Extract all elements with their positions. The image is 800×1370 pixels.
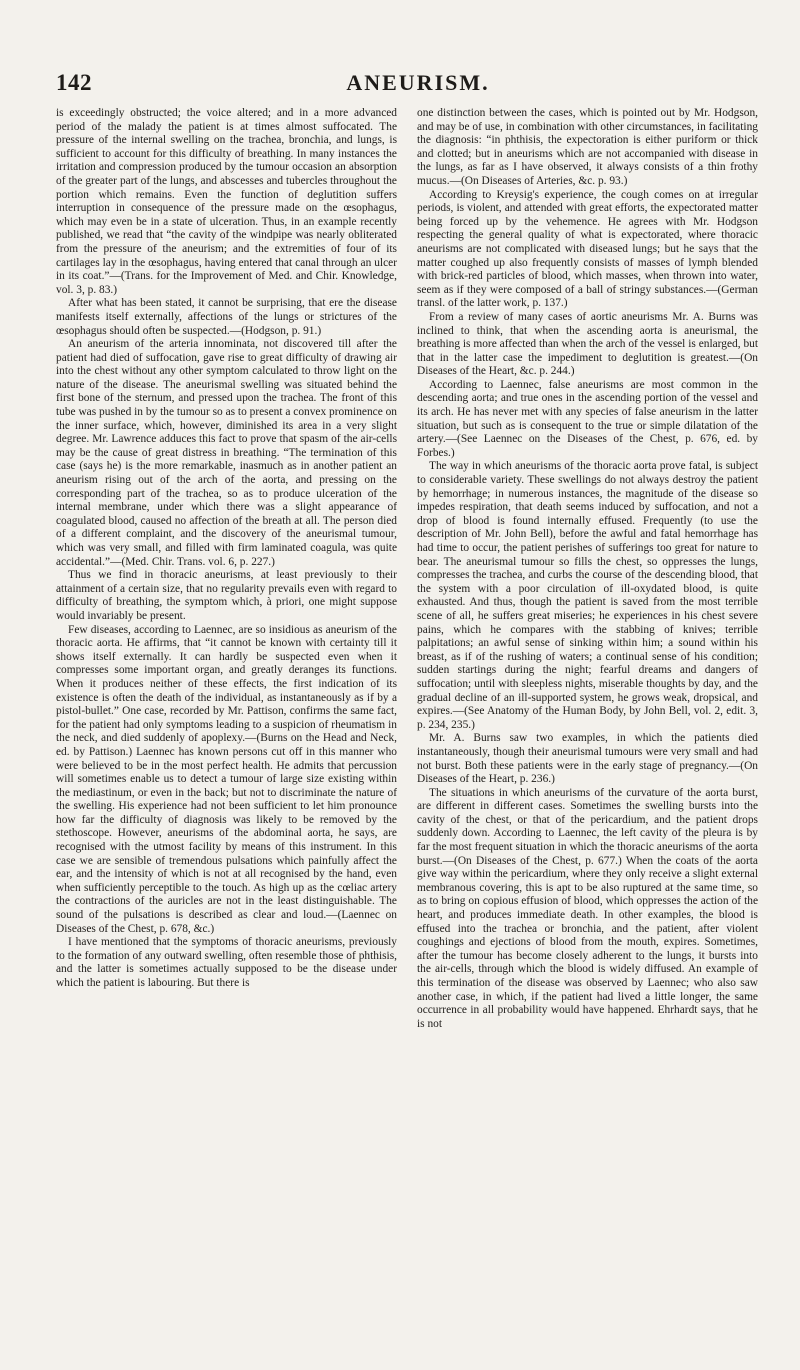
paragraph: From a review of many cases of aortic aneurisms Mr. A. Burns was inclined to think, that when the ascending aorta is aneurismal, the breathing is more affected than when the arch of the vessel is enlarged, but that in the latter case the impediment to deglutition is greatest.—(On Diseases of the Heart, &c. p. 244.) [417, 310, 758, 378]
paragraph: An aneurism of the arteria innominata, not discovered till after the patient had died of suffocation, gave rise to great difficulty of drawing air into the chest without any other symptom calculated to throw light on the nature of the disease. The aneurismal swelling was situated behind the first bone of the sternum, and pressed upon the trachea. The front of this tube was pushed in by the tumour so as to present a convex prominence on the inner surface, which, however, diminished its area in a very slight degree. Mr. Lawrence adduces this fact to prove that spasm of the air-cells may be the cause of great distress in breathing. “The termination of this case (says he) is the more remarkable, inasmuch as in another patient an aneurism rising out of the arch of the aorta, and pressing on the corresponding part of the trachea, so as to produce ulceration of the internal membrane, under which there was a slight appearance of coagulated blood, caused no affection of the breath at all. The person died of a different complaint, and the discovery of the aneurismal tumour, which was very small, and filled with firm laminated coagula, was quite accidental.”—(Med. Chir. Trans. vol. 6, p. 227.) [56, 338, 397, 568]
paragraph: Thus we find in thoracic aneurisms, at least previously to their attainment of a certain size, that no regularity prevails even with regard to difficulty of breathing, the symptom which, à priori, one might suppose would invariably be present. [56, 569, 397, 622]
paragraph: According to Kreysig's experience, the cough comes on at irregular periods, is violent, and attended with great efforts, the expectorated matter being forced up by the vehemence. He agrees with Mr. Hodgson respecting the general quality of what is expectorated, where thoracic aneurisms are not complicated with diseased lungs; but he says that the matter coughed up also frequently consists of masses of lymph blended with brick-red particles of blood, which masses, when thrown into water, seem as if they were composed of a ball of stringy substances.—(German transl. of the latter work, p. 137.) [417, 188, 758, 310]
page-header [56, 68, 780, 98]
paragraph: According to Laennec, false aneurisms are most common in the descending aorta; and true ones in the ascending portion of the vessel and its arch. He has never met with any species of false aneurism in the latter situation, but such as is consequent to the true or simple dilatation of the artery.—(See Laennec on the Diseases of the Chest, p. 676, ed. by Forbes.) [417, 378, 758, 459]
paragraph: Few diseases, according to Laennec, are so insidious as aneurism of the thoracic aorta. He affirms, that “it cannot be known with certainty till it shows itself externally. It can hardly be suspected even when it compresses some important organ, and greatly deranges its functions. When it produces neither of these effects, the first indication of its existence is often the death of the individual, as instantaneously as if by a pistol-bullet.” One case, recorded by Mr. Pattison, confirms the same fact, for the patient had only symptoms leading to a suspicion of rheumatism in the neck, and died suddenly of apoplexy.—(Burns on the Head and Neck, ed. by Pattison.) Laennec has known persons cut off in this manner who were believed to be in the most perfect health. He admits that percussion will sometimes enable us to detect a tumour of large size existing within the mediastinum, or even in the back; but not to discriminate the nature of the swelling. His experience had not been sufficient to let him pronounce how far the difficulty of diagnosis was likely to be removed by the stethoscope. However, aneurisms of the abdominal aorta, he says, are recognised with the utmost facility by means of this instrument. In this case we are sensible of tremendous pulsations which painfully affect the ear, and the intensity of which is not at all recognised by the hand, even when sufficiently perceptible to the touch. As high up as the cœliac artery the contractions of the auricles are not in the least distinguishable. The sound of the pulsations is described as clear and loud.—(Laennec on Diseases of the Chest, p. 678, &c.) [56, 623, 397, 935]
running-head: ANEURISM. [346, 70, 490, 95]
paragraph: After what has been stated, it cannot be surprising, that ere the disease manifests itself externally, affections of the lungs or strictures of the œsophagus should often be suspected.—(Hodgson, p. 91.) [56, 297, 397, 337]
paragraph: The way in which aneurisms of the thoracic aorta prove fatal, is subject to considerable variety. These swellings do not always destroy the patient by hemorrhage; in numerous instances, the magnitude of the disease so impedes respiration, that death seems induced by suffocation, and not a drop of blood is found internally effused. Frequently (to use the description of Mr. John Bell), before the awful and fatal hemorrhage has had time to occur, the patient perishes of sufferings too great for nature to bear. The aneurismal tumour so fills the chest, so oppresses the lungs, compresses the trachea, and curbs the course of the descending blood, that the system with a poor circulation of ill-oxydated blood, is quite exhausted. And thus, though the patient is saved from the most terrible scene of all, he suffers great miseries; he experiences in his chest severe pains, which he compares with the stabbing of knives; terrible palpitations; an awful sense of sinking within him; a sound within his breast, as if of the rushing of waters; a continual sense of his condition; sudden startings during the night; fearful dreams and dangers of suffocation; until with sleepless nights, miserable thoughts by day, and the gradual decline of an ill-supported system, he grows weak, dropsical, and expires.—(See Anatomy of the Human Body, by John Bell, vol. 2, edit. 3, p. 234, 235.) [417, 460, 758, 731]
left-text-column [56, 107, 397, 1352]
paragraph: The situations in which aneurisms of the curvature of the aorta burst, are different in different cases. Sometimes the swelling bursts into the cavity of the chest, or that of the pericardium, and the patient drops suddenly down. According to Laennec, the left cavity of the pleura is by far the most frequent situation in which the thoracic aneurisms of the aorta burst.—(On Diseases of the Chest, p. 677.) When the coats of the aorta give way within the pericardium, where they only receive a slight external membranous covering, this is apt to be also ruptured at the same time, so as to bring on copious effusion of blood, which oppresses the action of the heart, and produces immediate death. In other examples, the blood is effused into the trachea or bronchia, and the patient, after violent coughings and ejections of blood from the mouth, expires. Sometimes, after the tumour has become closely adherent to the lungs, it bursts into the air-cells, through which the blood is widely diffused. An example of this termination of the disease was observed by Laennec; who also saw another case, in which, if the patient had lived a little longer, the same occurrence in all probability would have happened. Ehrhardt says, that he is not [417, 786, 758, 1030]
paragraph: I have mentioned that the symptoms of thoracic aneurisms, previously to the formation of any outward swelling, often resemble those of phthisis, and the latter is sometimes actually supposed to be the disease under which the patient is labouring. But there is [56, 936, 397, 989]
paragraph: Mr. A. Burns saw two examples, in which the patients died instantaneously, though their aneurismal tumours were very small and had not burst. Both these patients were in the early stage of pregnancy.—(On Diseases of the Heart, p. 236.) [417, 732, 758, 786]
paragraph: is exceedingly obstructed; the voice altered; and in a more advanced period of the malady the patient is at times almost suffocated. The pressure of the internal swelling on the trachea, bronchia, and lungs, is sufficient to account for this difficulty of breathing. In many instances the irritation and compression produced by the tumour occasion an absorption of the greater part of the lungs, and abscesses and tubercles throughout the portion which remains. Even the function of deglutition suffers interruption in consequence of the pressure made on the œsophagus, which may even be in a state of ulceration. Thus, in an example recently published, we read that “the cavity of the windpipe was nearly obliterated from the pressure of the aneurism; and the extremities of four of its cartilages lay in the œsophagus, having entered that canal through an ulcer in its coat.”—(Trans. for the Improvement of Med. and Chir. Knowledge, vol. 3, p. 83.) [56, 107, 397, 296]
right-text-column [417, 107, 758, 1352]
page-number: 142 [56, 70, 92, 95]
paragraph: one distinction between the cases, which is pointed out by Mr. Hodgson, and may be of use, in combination with other circumstances, in facilitating the diagnosis: “in phthisis, the expectoration is either puriform or thick and clotted; but in aneurisms which are not accompanied with disease in the lungs, as far as I have observed, it always consists of a thin frothy mucus.—(On Diseases of Arteries, &c. p. 93.) [417, 107, 758, 187]
